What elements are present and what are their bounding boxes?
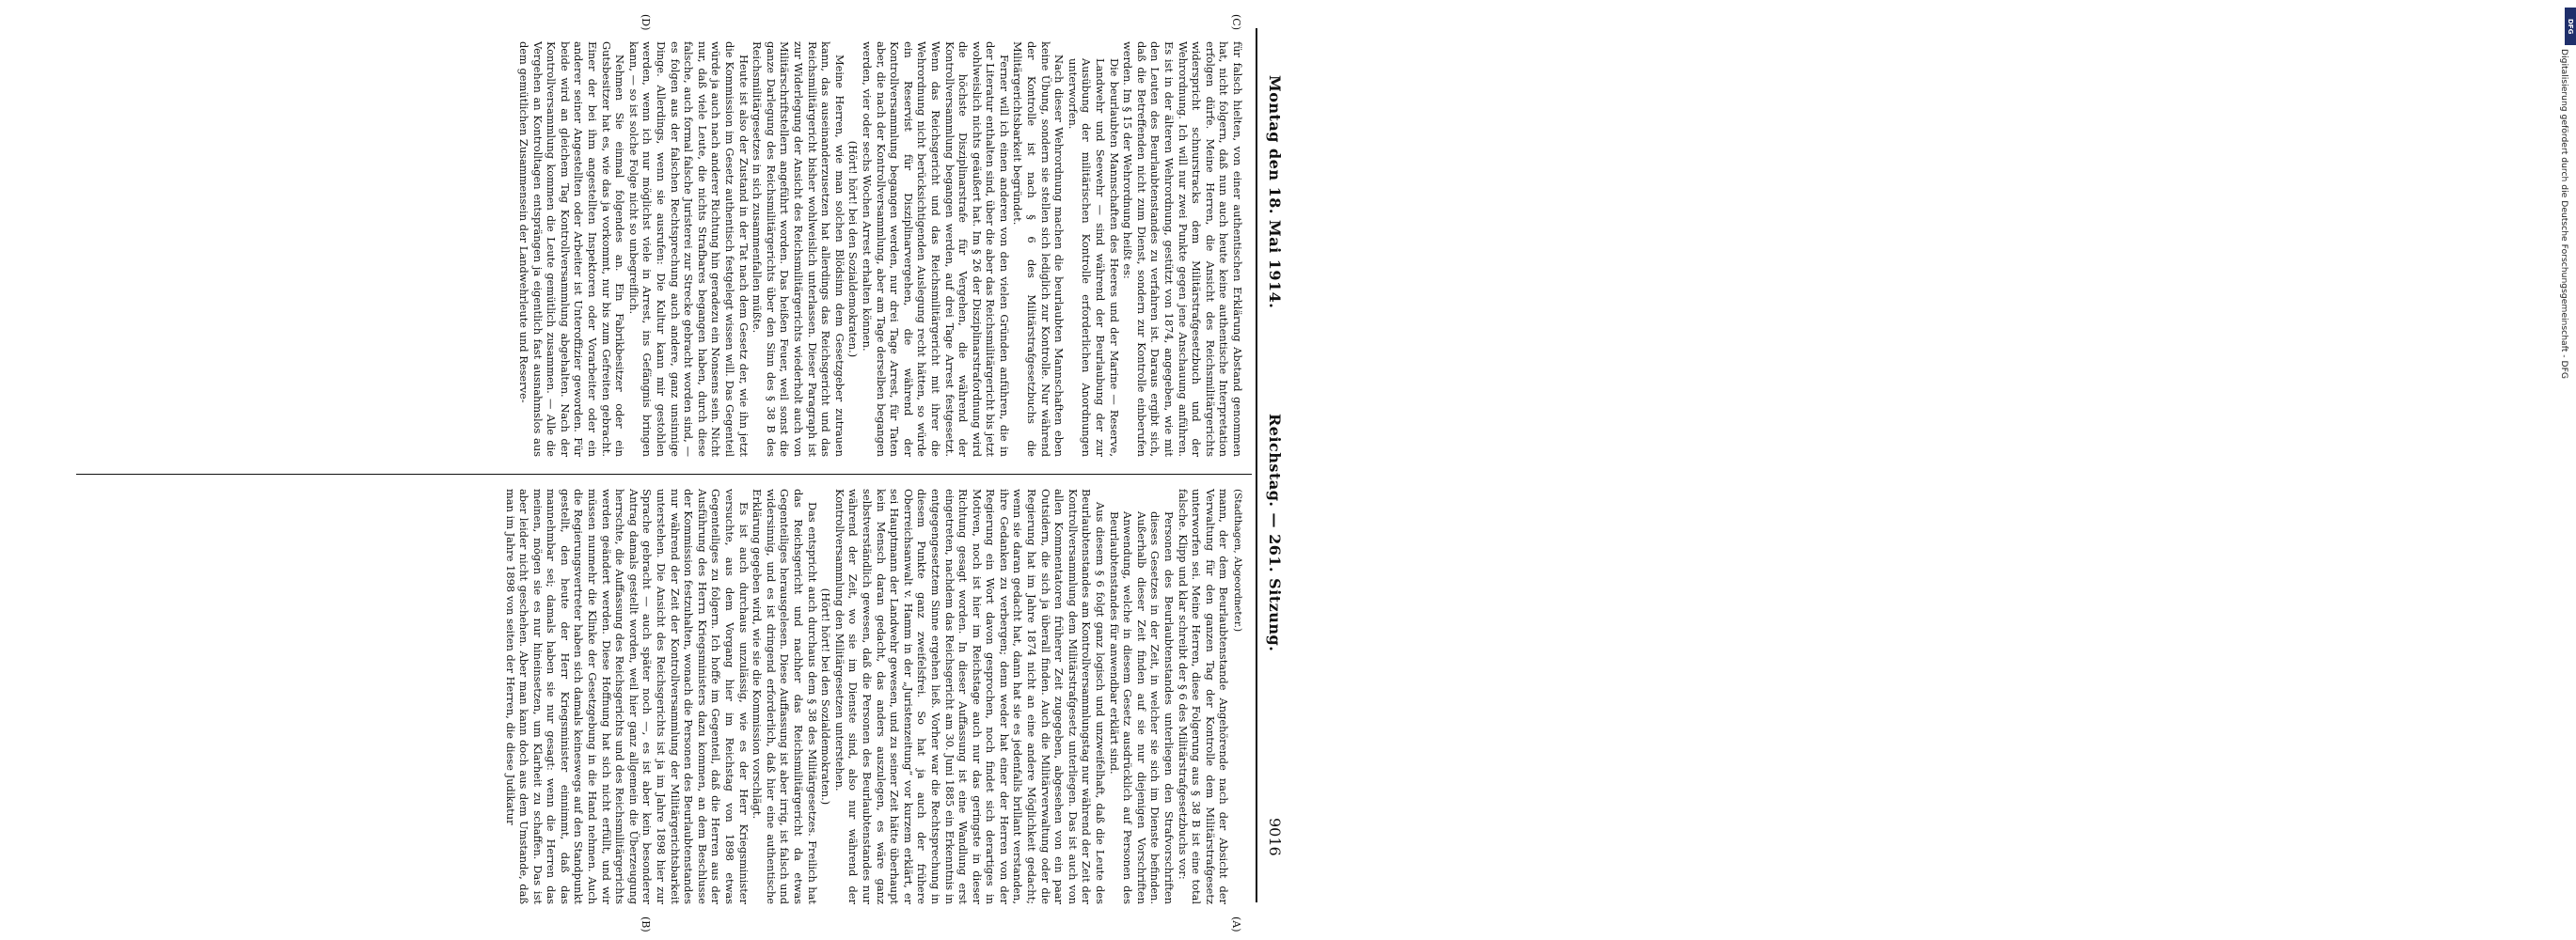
paragraph: mann, der dem Beurlaubtenstande Angehörende nach der Absicht der Verwaltung für den ganzen Tag der Kontrolle dem Militärstrafgesetz unterworfen sei. Meine Herren, diese Folgerung aus § 38 B ist eine total falsche. Klipp und klar schreibt der § 6 des Militärstrafgesetzbuchs vor: [1176,489,1231,904]
header-rule [1256,28,1257,902]
session-title: Reichstag. — 261. Sitzung. [1266,414,1284,652]
margin-mark-d: (D) [640,14,652,31]
interjection: (Hört! hört! bei den Sozialdemokraten.) [819,588,833,806]
paragraph: Heute ist also der Zustand in der Tat nach dem Gesetz der, wie ihn jetzt die Kommission im Gesetz authentisch festgelegt wissen will. Das Gegenteil würde ja auch nach anderer Richtung hin geradezu ein Nonsens sein. Nicht nur, daß viele Leute, die nichts Strafbares begangen haben, durch diese falsche, auch formal falsche Juristerei zur Strecke gebracht worden sind, — es folgen aus der falschen Rechtsprechung auch andere, ganz unsinnige Dinge. Allerdings, wenn sie ausrufen: Die Kultur kann mir gestohlen werden, wenn ich nur möglichst viele in Arrest, ins Gefängnis bringen kann, — so ist solche Folge nicht so unbegreiflich. [626,41,751,457]
session-date: Montag den 18. Mai 1914. [1266,75,1284,309]
paragraph: Es ist auch durchaus unzulässig, wie es der Herr Kriegsminister versuchte, aus dem Vorgang hier im Reichstag von 1898 etwas Gegenteiliges zu folgern. Ich hoffe im Gegenteil, daß die Herren aus der Ausführung des Herrn Kriegsministers dazu kommen, an dem Beschlusse der Kommission festzuhalten, wonach die Personen des Beurlaubtenstandes nur während der Zeit der Kontrollversammlung der Militärgerichtsbarkeit unterstehen. Die Ansicht des Reichsgerichts ist ja im Jahre 1898 hier zur Sprache gebracht — auch später noch —, es ist aber kein besonderer Antrag damals gestellt worden, weil hier ganz allgemein die Überzeugung herrschte, die Auffassung des Reichsgerichts und des Reichsmilitärgerichts werden geändert werden. Diese Hoffnung hat sich nicht erfüllt, und wir müssen nunmehr die Klinke der Gesetzgebung in die Hand nehmen. Auch die Regierungsvertreter haben sich damals keineswegs auf den Standpunkt gestellt, den heute der Herr Kriegsminister einnimmt, daß das mannehmbar sei; damals haben sie nur gesagt: wenn die Herren das meinen, mögen sie es nur hineinsetzen, um Klarheit zu schaffen. Das ist aber leider nicht geschehen. Aber man kann doch aus dem Umstande, daß man im Jahre 1898 von seiten der Herren, die diese Judikatur [503,489,751,904]
quoted-law: Personen des Beurlaubtenstandes unterliegen den Strafvorschriften dieses Gesetzes in der Zeit, in welcher sie sich im Dienste befinden. Außerhalb dieser Zeit finden auf sie nur diejenigen Vorschriften Anwendung, welche in diesem Gesetz ausdrücklich auf Personen des Beurlaubtenstandes für anwendbar erklärt sind. [1107,511,1177,904]
paragraph: Das entspricht auch durchaus dem § 38 des Militärgesetzes. Freilich hat das Reichsgericht und nachher das Reichsmilitärgericht da etwas Gegenteiliges herausgelesen. Diese Auffassung ist aber irrig, ist falsch und widersinnig, und es ist dringend erforderlich, daß hier eine authentische Erklärung gegeben wird, wie sie die Kommission vorschlägt. [751,489,819,904]
paragraph: Ferner will ich einen anderen von den vielen Gründen anführen, die in der Literatur enthalten sind, über die aber das Reichsmilitärgericht bis jetzt wohlweislich nichts geäußert hat. Im § 26 der Disziplinarstrafordnung wird die höchste Disziplinarstrafe für Vergehen, die während der Kontrollversammlung begangen werden, auf drei Tage Arrest festgesetzt. Wenn das Reichsgericht und das Reichsmilitärgericht mit ihrer die Wehrordnung nicht berücksichtigenden Auslegung recht hätten, so würde ein Reservist für Disziplinarvergehen, die während der Kontrollversammlung begangen werden, nur drei Tage Arrest, für Taten aber, die nach der Kontrollversammlung, aber am Tage derselben begangen werden, vier oder sechs Wochen Arrest erhalten können. [860,41,1011,457]
right-column [517,41,1244,457]
paragraph: Meine Herren, wie man solchen Blödsinn dem Gesetzgeber zutrauen kann, das auseinanderzusetzen hat allerdings das Reichsgericht und das Reichsmilitärgericht bisher wohlweislich unterlassen. Dieser Paragraph ist zur Widerlegung der Ansicht des Reichsmilitärgerichts wiederholt auch von Militärschriftstellern angeführt worden. Das heißen Feuer, weil sonst die ganze Darlegung des Reichsmilitärgerichts über den Sinn des § 38 B des Reichsmilitärgesetzes in sich zusammenfallen müßte. [751,41,846,457]
paragraph: Nach dieser Wehrordnung machen die beurlaubten Mannschaften eben keine Übung, sondern sie stellen sich lediglich zur Kontrolle. Nur während der Kontrolle ist nach § 6 des Militärstrafgesetzbuchs die Militärgerichtsbarkeit begründet. [1011,41,1067,457]
left-column [503,489,1244,904]
column-divider [76,474,1252,475]
interjection: (Hört! hört! bei den Sozialdemokraten.) [846,140,861,358]
paragraph: Nehmen Sie einmal folgendes an. Ein Fabrikbesitzer oder ein Gutsbesitzer hat es, wie das ja vorkommt, nur bis zum Gefreiten gebracht. Einer der bei ihm angestellten Inspektoren oder Vorarbeiter oder ein anderer seiner Angestellten oder Arbeiter ist Unteroffizier geworden. Für beide wird an gleichem Tag Kontrollversammlung abgehalten. Nach der Kontrollversammlung kommen die Leute gemütlich zusammen. — Alle die Vergehen an Kontrolltagen entsprängen ja eigentlich fast ausnahmslos aus dem gemütlichen Zusammensein der Landwehrleute und Reserve- [517,41,627,457]
speaker-label: (Stadthagen, Abgeordneter.) [1232,489,1243,633]
dfg-logo: DFG [2565,8,2576,45]
margin-mark-a: (A) [1230,916,1242,932]
page-number: 9016 [1266,818,1284,856]
quoted-law: Die beurlaubten Mannschaften des Heeres und der Marine — Reserve, Landwehr und Seewehr — sind während der Beurlaubung der zur Ausübung der militärischen Kontrolle erforderlichen Anordnungen unterworfen. [1066,58,1121,457]
digitization-credit-text: Digitalisierung gefördert durch die Deutsche Forschungsgemeinschaft - DFG [2559,49,2569,379]
digitization-credit [1279,0,2574,940]
paragraph: Aus diesem § 6 folgt ganz logisch und unzweifelhaft, daß die Leute des Beurlaubtenstandes am Kontrollversammlungstag nur während der Zeit der Kontrollversammlung dem Militärstrafgesetz unterliegen. Das ist auch von allen Kommentatoren früherer Zeit zugegeben, abgesehen von ein paar Outsidern, die sich ja überall finden. Auch die Militärverwaltung oder die Regierung hat im Jahre 1874 nicht an eine andere Möglichkeit gedacht; wenn sie daran gedacht hat, dann hat sie es jedenfalls brillant verstanden, ihre Gedanken zu verbergen; denn weder hat einer der Herren von der Regierung ein Wort davon gesprochen, noch findet sich derartiges in Motiven, noch ist hier im Reichstage auch nur das geringste in dieser Richtung gesagt worden. In dieser Auffassung ist eine Wandlung erst eingetreten, nachdem das Reichsgericht am 30. Juni 1885 ein Erkenntnis in entgegengesetztem Sinne ergehen ließ. Vorher war die Rechtsprechung in diesem Punkte ganz zweifelsfrei. So hat ja auch der frühere Oberreichsanwalt v. Hamm in der „Juristenzeitung“ vor kurzem erklärt, er sei Hauptmann der Landwehr gewesen, und zu seiner Zeit hätte überhaupt kein Mensch daran gedacht, das anders auszulegen, es wäre ganz selbstverständlich gewesen, daß die Personen des Beurlaubtenstandes nur während der Zeit, wo sie im Dienste sind, also nur während der Kontrollversammlung den Militärgesetzen unterstehen. [832,489,1108,904]
margin-mark-b: (B) [640,916,652,932]
paragraph: für falsch hielten, von einer authentischen Erklärung Abstand genommen hat, nicht folgern, daß nun auch heute keine authentische Interpretation erfolgen dürfe. Meine Herren, die Ansicht des Reichsmilitärgerichts widerspricht schnurstracks dem Militärstrafgesetzbuch und der Wehrordnung. Ich will nur zwei Punkte gegen jene Anschauung anführen. Es ist in der älteren Wehrordnung, gestützt von 1874, angegeben, wie mit den Leuten des Beurlaubtenstandes zu verfahren ist. Daraus ergibt sich, daß die Betreffenden nicht zum Dienst, sondern zur Kontrolle einberufen werden. Im § 15 der Wehrordnung heißt es: [1121,41,1244,457]
margin-mark-c: (C) [1230,14,1242,30]
